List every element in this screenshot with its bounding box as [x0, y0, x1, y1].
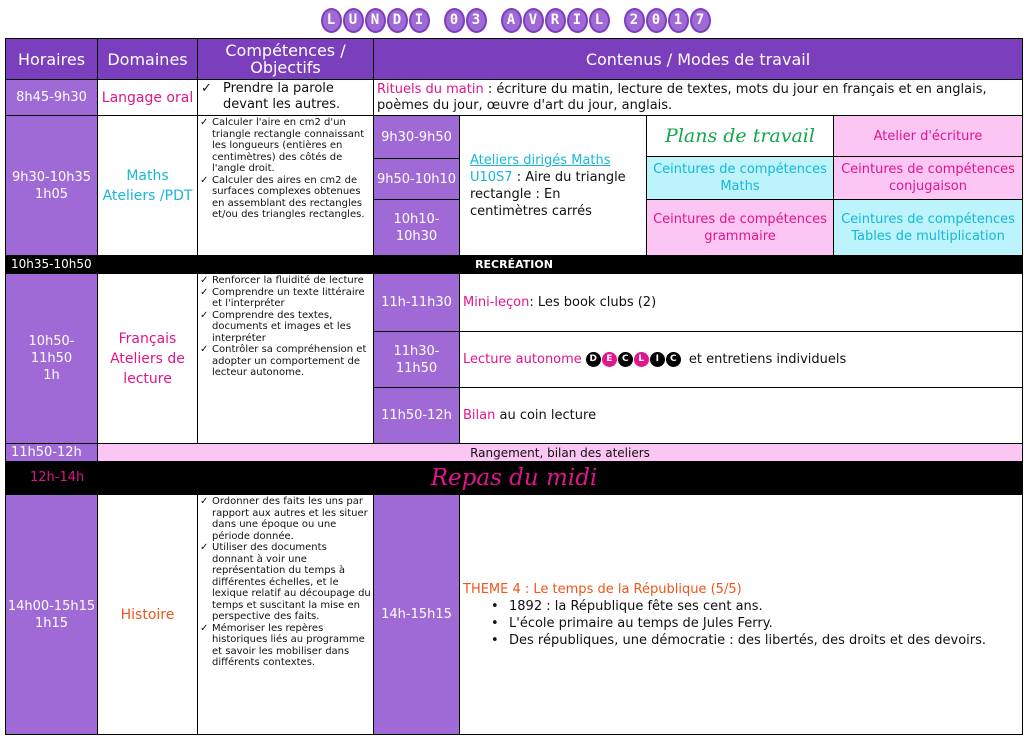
row3-domain: Français Ateliers de lecture — [97, 273, 198, 444]
title-letter: R — [545, 8, 566, 33]
check-icon: ✓ — [200, 275, 209, 286]
competence-text: Contrôler sa compréhension et adopter un comportement de lecteur autonome. — [212, 344, 367, 378]
row3-time-end: 11h50 — [30, 351, 73, 366]
header-domaines: Domaines — [97, 38, 198, 80]
row2-atelier — [459, 115, 647, 256]
ceintures-conjugaison: Ceintures de compétences conjugaison — [833, 156, 1023, 200]
bullet-item: • Des républiques, une démocratie : des libertés, des droits et des devoirs. — [463, 632, 986, 649]
repas-time: 12h-14h — [30, 470, 85, 485]
row3-slot-2 — [459, 331, 1023, 388]
title-letter: L — [589, 8, 610, 33]
row2-slot-2: 9h50-10h10 — [373, 158, 460, 200]
check-icon: ✓ — [200, 117, 209, 128]
competence-item — [200, 175, 371, 221]
declic-logo — [586, 352, 681, 367]
title-letter: L — [321, 8, 342, 33]
row1-domain: Langage oral — [97, 79, 198, 116]
title-letter: N — [365, 8, 386, 33]
declic-letter: D — [586, 352, 601, 367]
row3-time-start: 10h50- — [28, 334, 75, 349]
check-icon: ✓ — [200, 542, 209, 553]
row1-competence-text: Prendre la parole devant les autres. — [223, 81, 341, 112]
row4-content — [459, 494, 1023, 735]
recreation-time: 10h35-10h50 — [11, 257, 92, 271]
competence-text: Ordonner des faits les uns par rapport aux autres et les situer dans une époque ou une période donnée. — [212, 496, 368, 542]
competence-text: Calculer l'aire en cm2 d'un triangle rectangle connaissant les longueurs (entières en centimètres) des côtés de l'angle droit. — [212, 117, 365, 174]
plans-de-travail — [646, 115, 834, 157]
row1-competence — [197, 79, 374, 116]
row2-duration: 1h05 — [34, 186, 69, 202]
atelier-ecriture: Atelier d'écriture — [833, 115, 1023, 157]
minilecon-label: Mini-leçon — [463, 295, 530, 310]
row4-competences — [197, 494, 374, 735]
row2-slot-3: 10h10-10h30 — [373, 199, 460, 256]
competence-item — [200, 310, 371, 345]
row2-slot-1: 9h30-9h50 — [373, 115, 460, 159]
competence-text: Comprendre des textes, documents et images et les interpréter — [212, 309, 352, 344]
ceintures-maths: Ceintures de compétences Maths — [646, 156, 834, 200]
rangement-label: Rangement, bilan des ateliers — [97, 443, 1023, 462]
declic-letter: C — [666, 352, 681, 367]
ceintures-grammaire: Ceintures de compétences grammaire — [646, 199, 834, 256]
row3-slot-2-time: 11h30-11h50 — [373, 331, 460, 388]
title-letter: V — [523, 8, 544, 33]
recreation-row — [5, 255, 1023, 274]
header-competences: Compétences / Objectifs — [197, 38, 374, 80]
competence-item — [200, 542, 371, 623]
title-letter: I — [409, 8, 430, 33]
ceintures-tables: Ceintures de compétences Tables de multiplication — [833, 199, 1023, 256]
row1-content-label: Rituels du matin — [377, 82, 484, 97]
row3-slot-1-time: 11h-11h30 — [373, 273, 460, 332]
title-letter: I — [567, 8, 588, 33]
title-letter: 7 — [690, 8, 711, 33]
competence-item — [200, 344, 371, 379]
competence-item — [200, 117, 371, 175]
title-letter: D — [387, 8, 408, 33]
atelier-title: Ateliers dirigés Maths — [470, 152, 611, 168]
title-letter: 0 — [646, 8, 667, 33]
row4-time-range: 14h00-15h15 — [7, 598, 96, 614]
row3-competences — [197, 273, 374, 444]
row2-competences — [197, 115, 374, 256]
declic-letter: E — [602, 352, 617, 367]
row2-domain: Maths Ateliers /PDT — [97, 115, 198, 256]
row3-duration: 1h — [43, 368, 60, 383]
title-letter: A — [501, 8, 522, 33]
title-letter: 2 — [624, 8, 645, 33]
competence-text: Renforcer la fluidité de lecture — [212, 275, 364, 286]
title-letter: U — [343, 8, 364, 33]
declic-letter: L — [634, 352, 649, 367]
header-horaires: Horaires — [5, 38, 98, 80]
bullet-item: • L'école primaire au temps de Jules Ferry. — [463, 615, 986, 632]
title-letter: 3 — [466, 8, 487, 33]
bilan-label: Bilan — [463, 408, 496, 423]
declic-letter: C — [618, 352, 633, 367]
lecture-autonome-text: et entretiens individuels — [684, 352, 847, 367]
row1-content-text: : écriture du matin, lecture de textes, mots du jour en français et en anglais, poèmes du jour, œuvre d'art du jour, anglais. — [377, 82, 987, 113]
header-contenus: Contenus / Modes de travail — [373, 38, 1023, 80]
row1-time: 8h45-9h30 — [5, 79, 98, 116]
competence-text: Utiliser des documents donnant à voir une représentation du temps à différentes échelles, et le lexique relatif au découpage du temps et suscitant la mise en perspective des faits. — [212, 542, 371, 622]
check-icon: ✓ — [201, 81, 212, 96]
plans-label: Plans de travail — [665, 125, 815, 147]
row4-theme: THEME 4 : Le temps de la République (5/5) — [463, 581, 742, 597]
declic-letter: I — [650, 352, 665, 367]
atelier-text: : Aire du triangle rectangle : En centimètres carrés — [470, 169, 626, 219]
row3-slot-1 — [459, 273, 1023, 332]
check-icon: ✓ — [200, 496, 209, 507]
row3-time — [5, 273, 98, 444]
page-title — [0, 4, 1031, 36]
row2-time-range: 9h30-10h35 — [11, 169, 92, 185]
bilan-text: au coin lecture — [495, 408, 597, 423]
title-letter: 1 — [668, 8, 689, 33]
competence-text: Comprendre un texte littéraire et l'interpréter — [212, 286, 365, 309]
row4-domain: Histoire — [97, 494, 198, 735]
recreation-label: RECRÉATION — [475, 258, 553, 271]
minilecon-text: : Les book clubs (2) — [529, 295, 657, 310]
row3-slot-3-time: 11h50-12h — [373, 387, 460, 444]
row2-time — [5, 115, 98, 256]
check-icon: ✓ — [200, 309, 209, 321]
check-icon: ✓ — [200, 286, 209, 298]
row3-slot-3 — [459, 387, 1023, 444]
check-icon: ✓ — [200, 622, 209, 634]
competence-text: Calculer des aires en cm2 de surfaces complexes obtenues en assemblant des rectangles et/ou des triangles rectangles. — [212, 174, 365, 220]
row4-bullets — [463, 598, 986, 649]
row4-duration: 1h15 — [34, 615, 69, 631]
row1-content — [373, 79, 1023, 116]
competence-item — [200, 275, 371, 287]
competence-text: Mémoriser les repères historiques liés au programme et savoir les mobiliser dans différents contextes. — [212, 622, 365, 668]
row4-slot: 14h-15h15 — [373, 494, 460, 735]
row4-time — [5, 494, 98, 735]
competence-item — [200, 496, 371, 542]
title-letter: 0 — [444, 8, 465, 33]
rangement-time: 11h50-12h — [5, 443, 98, 462]
repas-row — [5, 461, 1023, 495]
check-icon: ✓ — [200, 174, 209, 186]
bullet-item: • 1892 : la République fête ses cent ans. — [463, 598, 986, 615]
check-icon: ✓ — [200, 344, 209, 355]
competence-item — [200, 287, 371, 310]
competence-item — [200, 623, 371, 669]
lecture-autonome-label: Lecture autonome — [463, 352, 582, 367]
atelier-code: U10S7 — [470, 169, 513, 185]
repas-label: Repas du midi — [430, 465, 598, 491]
